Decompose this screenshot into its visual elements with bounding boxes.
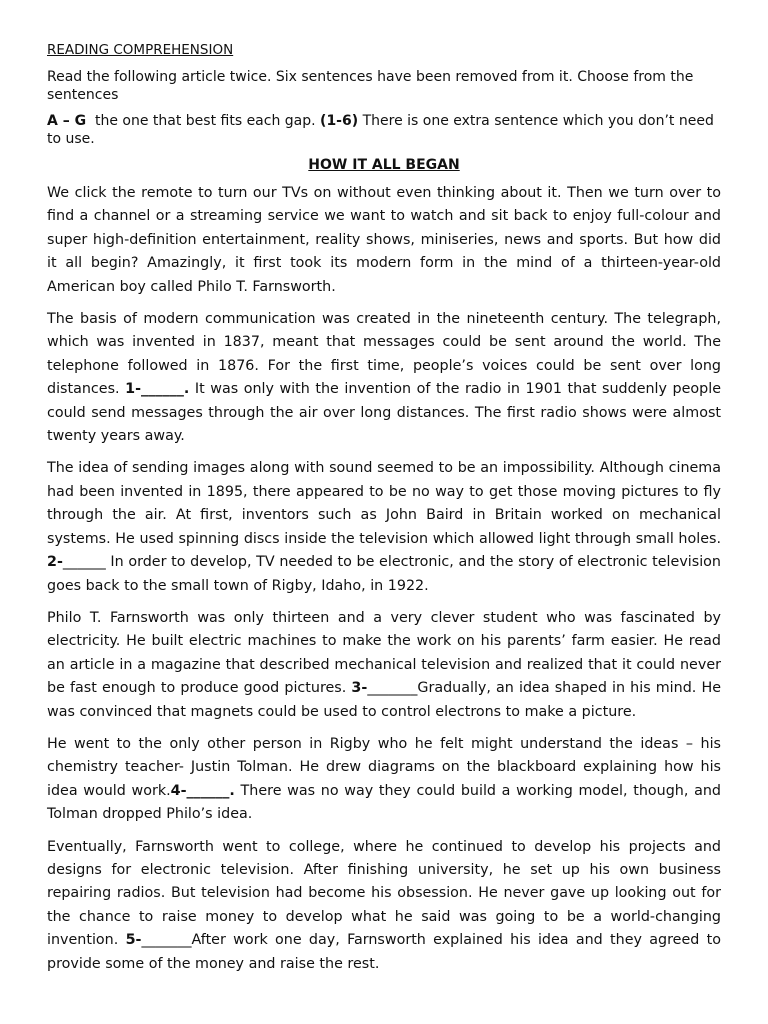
paragraph-4-after: Gradually, an idea shaped in his mind. He was convinced that magnets could be used to control electrons to make a picture. [47, 680, 721, 720]
paragraph-3-after: In order to develop, TV needed to be electronic, and the story of electronic television goes back to the small town of Rigby, Idaho, in 1922. [47, 554, 721, 594]
gap-range: (1-6) [320, 113, 359, 129]
paragraph-4-before: Philo T. Farnsworth was only thirteen and a very clever student who was fascinated by electricity. He built electric machines to make the work on his parents’ farm easier. He read an article in a magazine that described mechanical television and realized that it could never be fast enough to produce good pictures. [47, 609, 721, 697]
paragraph-4 [47, 607, 721, 724]
gap-2-blank: ______ [62, 554, 106, 571]
gap-2: 2- [47, 554, 63, 571]
paragraph-2-after: It was only with the invention of the radio in 1901 that suddenly people could send messages through the air over long distances. The first radio shows were almost twenty years away. [47, 381, 721, 445]
article-title: HOW IT ALL BEGAN [308, 157, 460, 173]
gap-3-blank: _______ [367, 680, 418, 697]
paragraph-6-after: After work one day, Farnsworth explained his idea and they agreed to provide some of the money and raise the rest. [47, 932, 721, 972]
instructions-middle: the one that best fits each gap. [86, 113, 321, 129]
gap-4: 4-______. [170, 782, 235, 799]
gap-5-blank: _______ [141, 932, 192, 949]
paragraph-3-before: The idea of sending images along with sound seemed to be an impossibility. Although cinema had been invented in 1895, there appeared to be no way to get those moving pictures to fly through the air. At first, inventors such as John Baird in Britain worked on mechanical systems. He used spinning discs inside the television which allowed light through small holes. [47, 460, 721, 547]
paragraph-2-before: The basis of modern communication was created in the nineteenth century. The telegraph, which was invented in 1837, meant that messages could be sent around the world. The telephone followed in 1876. For the first time, people’s voices could be sent over long distances. [47, 311, 721, 398]
paragraph-6 [47, 836, 721, 976]
paragraph-3 [47, 457, 721, 597]
section-heading: READING COMPREHENSION [47, 42, 234, 58]
gap-5: 5- [125, 932, 142, 949]
paragraph-5-after: There was no way they could build a working model, though, and Tolman dropped Philo’s idea. [47, 782, 721, 823]
paragraph-2 [47, 308, 721, 448]
gap-1: 1-______. [125, 381, 190, 398]
letters-range: A – G [47, 113, 87, 129]
paragraph-6-before: Eventually, Farnsworth went to college, where he continued to develop his projects and designs for electronic television. After finishing university, he set up his own business repairing radios. But television had become his obsession. He never gave up looking out for the chance to raise money to develop what he said was going to be a world-changing invention. [47, 838, 721, 949]
instructions-line-1: Read the following article twice. Six sentences have been removed from it. Choose from the sentences [47, 69, 694, 103]
gap-3: 3- [351, 680, 368, 697]
instructions-end: There is one extra sentence which you don’t need to use. [47, 113, 714, 147]
paragraph-5-before: He went to the only other person in Rigby who he felt might understand the ideas – his chemistry teacher- Justin Tolman. He drew diagrams on the blackboard explaining how his idea would work. [47, 735, 721, 799]
paragraph-1: We click the remote to turn our TVs on without even thinking about it. Then we turn over to find a channel or a streaming service we want to watch and sit back to enjoy full-colour and super high-definition entertainment, reality shows, miniseries, news and sports. But how did it all begin? Amazingly, it first took its modern form in the mind of a thirteen-year-old American boy called Philo T. Farnsworth. [47, 185, 721, 295]
instructions-line-2 [47, 112, 721, 148]
paragraph-5 [47, 733, 721, 827]
